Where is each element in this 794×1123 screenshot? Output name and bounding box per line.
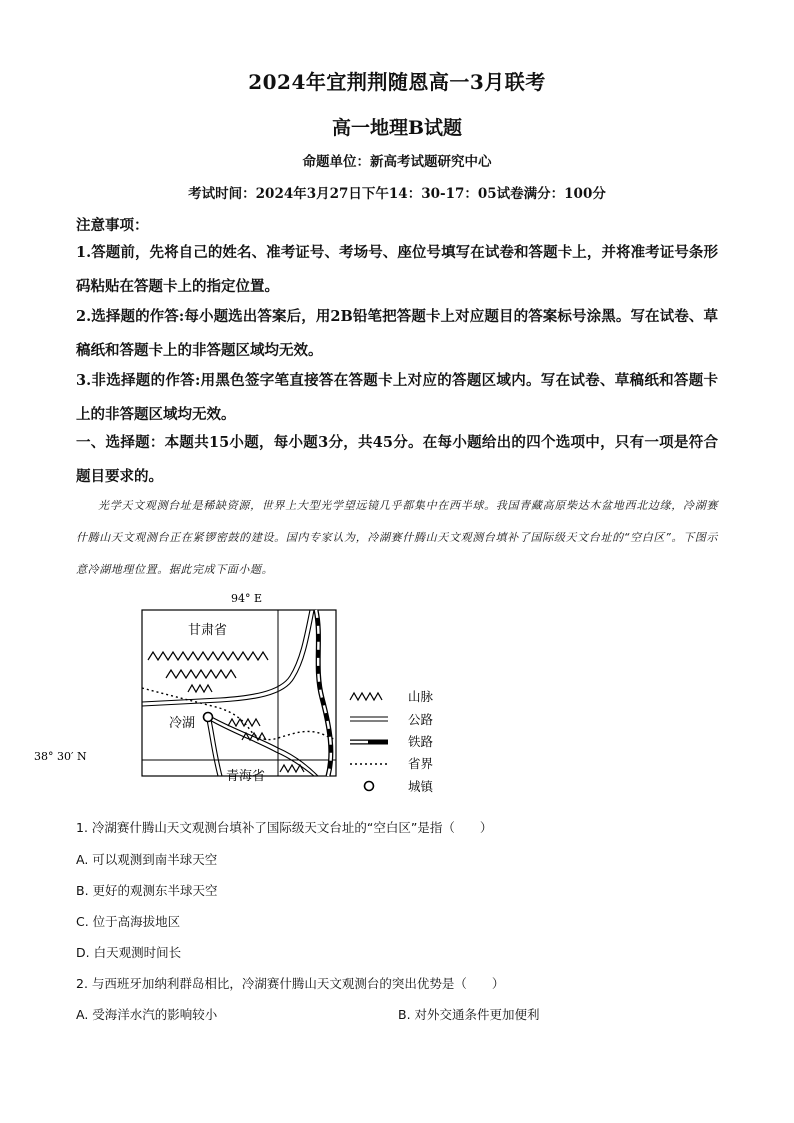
qinghai-label: 青海省: [226, 769, 266, 784]
exam-unit: 命题单位：新高考试题研究中心: [302, 154, 492, 170]
latitude-label: 38° 30′ N: [34, 750, 87, 763]
legend-town-symbol: [365, 782, 374, 791]
exam-time: 考试时间：2024年3月27日下午14：30-17：05试卷满分：100分: [188, 186, 606, 202]
legend-railway-label: 铁路: [408, 734, 434, 749]
legend-road-label: 公路: [408, 712, 434, 727]
railway: [316, 610, 331, 776]
location-map: [34, 588, 470, 803]
notice-item-2: 2.选择题的作答:每小题选出答案后，用2B铅笔把答题卡上对应题目的答案标号涂黑。写在试卷、草稿纸和答题卡上的非答题区域均无效。: [76, 308, 718, 359]
lenghu-town-marker: [204, 713, 213, 722]
lenghu-label: 冷湖: [169, 716, 196, 731]
legend-border-label: 省界: [408, 756, 434, 771]
legend-mountain-symbol: [350, 693, 382, 700]
question-2-option-a: A. 受海洋水汽的影响较小: [76, 1007, 218, 1022]
question-1-stem: 1. 冷湖赛什腾山天文观测台填补了国际级天文台址的“空白区”是指（ ）: [76, 820, 493, 835]
exam-subtitle: 高一地理B试题: [331, 117, 463, 139]
question-2-stem: 2. 与西班牙加纳利群岛相比，冷湖赛什腾山天文观测台的突出优势是（ ）: [76, 976, 505, 991]
section-heading: 一、选择题：本题共15小题，每小题3分，共45分。在每小题给出的四个选项中，只有一项是符合题目要求的。: [76, 434, 718, 485]
exam-title: 2024年宜荆荆随恩高一3月联考: [248, 70, 546, 94]
legend-town-label: 城镇: [408, 779, 434, 794]
province-border: [142, 688, 336, 740]
question-1-option-d: D. 白天观测时间长: [76, 945, 182, 960]
reading-passage: 光学天文观测台址是稀缺资源，世界上大型光学望远镜几乎都集中在西半球。我国青藏高原柴达木盆地西北边缘，冷湖赛什腾山天文观测台正在紧锣密鼓的建设。国内专家认为，冷湖赛什腾山天文观测台填补了国际级天文台址的“空白区”。下图示意冷湖地理位置。据此完成下面小题。: [76, 499, 718, 576]
gansu-label: 甘肃省: [188, 623, 228, 638]
question-1-option-c: C. 位于高海拔地区: [76, 914, 181, 929]
question-1-option-b: B. 更好的观测东半球天空: [76, 883, 218, 898]
notice-item-1: 1.答题前，先将自己的姓名、准考证号、考场号、座位号填写在试卷和答题卡上，并将准考证号条形码粘贴在答题卡上的指定位置。: [76, 244, 718, 295]
notice-heading: 注意事项：: [76, 217, 149, 234]
question-1-option-a: A. 可以观测到南半球天空: [76, 852, 218, 867]
question-2-option-b: B. 对外交通条件更加便利: [398, 1007, 540, 1022]
notice-item-3: 3.非选择题的作答:用黑色签字笔直接答在答题卡上对应的答题区域内。写在试卷、草稿纸和答题卡上的非答题区域均无效。: [76, 372, 718, 423]
map-legend: [350, 689, 435, 794]
highway: [142, 610, 318, 776]
legend-mountain-label: 山脉: [408, 689, 434, 704]
longitude-label: 94° E: [231, 592, 263, 605]
